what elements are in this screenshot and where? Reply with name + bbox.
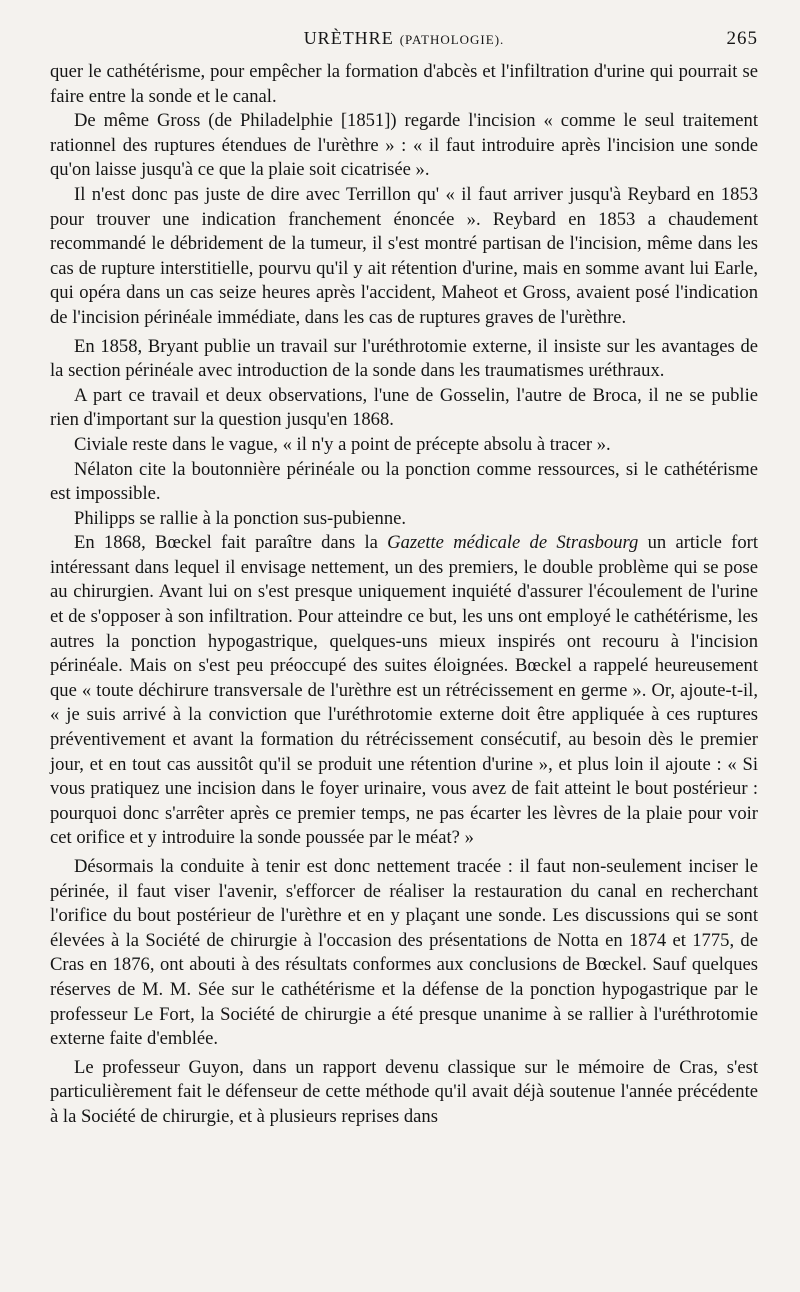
header-subtitle: (PATHOLOGIE). xyxy=(399,32,505,47)
boeckel-text-after: un article fort intéressant dans lequel il envisage nettement, un des premiers, le double problème qui se pose au chirurgien. Avant lui on s'est presque uniquement inquiété d'assurer l'écoulement de l'urine et de s'opposer à son infiltration. Pour atteindre ce but, les uns ont employé le cathétérisme, les autres la ponction hypogastrique, quelques-uns mieux inspirés ont recouru à l'incision périnéale. Mais on s'est peu préoccupé des suites éloignées. Bœckel a rappelé heureusement que « toute déchirure transversale de l'urèthre est un rétrécissement en germe ». Or, ajoute-t-il, « je suis arrivé à la conviction que l'uréthrotomie externe doit être appliquée à ces ruptures préventivement et avant la formation du rétrécissement consécutif, au besoin dès le premier jour, et en tout cas aussitôt qu'il se produit une rétention d'urine », et plus loin il ajoute : « Si vous pratiquez une incision dans le foyer urinaire, vous avez de fait atteint le bout postérieur : pourquoi donc s'arrêter après ce premier temps, ne pas écarter les lèvres de la plaie pour voir cet orifice et y introduire la sonde poussée par le méat? » xyxy=(50,532,758,849)
paragraph-conduite: Désormais la conduite à tenir est donc nettement tracée : il faut non-seulement inciser le périnée, il faut viser l'avenir, s'efforcer de réaliser la restauration du canal en recherchant l'orifice du bout postérieur de l'urèthre et en y plaçant une sonde. Les discussions qui se sont élevées à la Société de chirurgie à l'occasion des présentations de Notta en 1874 et 1775, de Cras en 1876, ont abouti à des résultats conformes aux conclusions de Bœckel. Sauf quelques réserves de M. M. Sée sur le cathétérisme et la défense de la ponction hypogastrique par le professeur Le Fort, la Société de chirurgie a été presque unanime à se rallier à l'uréthrotomie externe faite d'emblée. xyxy=(50,856,758,1050)
page-number: 265 xyxy=(726,28,758,49)
body-text xyxy=(50,60,758,1130)
header-title: URÈTHRE xyxy=(303,28,394,48)
paragraph-nelaton: Nélaton cite la boutonnière périnéale ou la ponction comme ressources, si le cathétérisme est impossible. xyxy=(50,458,758,505)
paragraph-gross: De même Gross (de Philadelphie [1851]) regarde l'incision « comme le seul traitement rationnel des ruptures étendues de l'urèthre » : « il faut introduire après l'incision une sonde qu'on laisse jusqu'à ce que la plaie soit cicatrisée ». xyxy=(50,110,758,181)
paragraph-boeckel xyxy=(50,531,758,851)
paragraph-bryant: En 1858, Bryant publie un travail sur l'uréthrotomie externe, il insiste sur les avantages de la section périnéale avec introduction de la sonde dans les traumatismes uréthraux. xyxy=(50,335,758,382)
boeckel-text-before: En 1868, Bœckel fait paraître dans la xyxy=(74,532,388,554)
paragraph-terrillon: Il n'est donc pas juste de dire avec Terrillon qu' « il faut arriver jusqu'à Reybard en 1853 pour trouver une indication franchement énoncée ». Reybard en 1853 a chaudement recommandé le débridement de la tumeur, il s'est montré partisan de l'incision, même dans les cas de rupture interstitielle, pourvu qu'il y ait rétention d'urine, mais en somme avant lui Earle, qui opéra dans un cas seize heures après l'accident, Maheot et Gross, avaient posé l'indication de l'incision périnéale immédiate, dans les cas de ruptures graves de l'urèthre. xyxy=(50,183,758,328)
paragraph-guyon: Le professeur Guyon, dans un rapport devenu classique sur le mémoire de Cras, s'est particulièrement fait le défenseur de cette méthode qu'il avait déjà soutenue l'année précédente à la Société de chirurgie, et à plusieurs reprises dans xyxy=(50,1056,758,1127)
paragraph-continuation: quer le cathétérisme, pour empêcher la formation d'abcès et l'infiltration d'urine qui pourrait se faire entre la sonde et le canal. xyxy=(50,61,758,107)
journal-title: Gazette médicale de Strasbourg xyxy=(387,532,639,554)
running-header xyxy=(50,28,758,58)
paragraph-civiale: Civiale reste dans le vague, « il n'y a point de précepte absolu à tracer ». xyxy=(74,433,611,455)
paragraph-philipps: Philipps se rallie à la ponction sus-pubienne. xyxy=(74,507,407,529)
paragraph-gosselin-broca: A part ce travail et deux observations, l'une de Gosselin, l'autre de Broca, il ne se publie rien d'important sur la question jusqu'en 1868. xyxy=(50,384,758,431)
